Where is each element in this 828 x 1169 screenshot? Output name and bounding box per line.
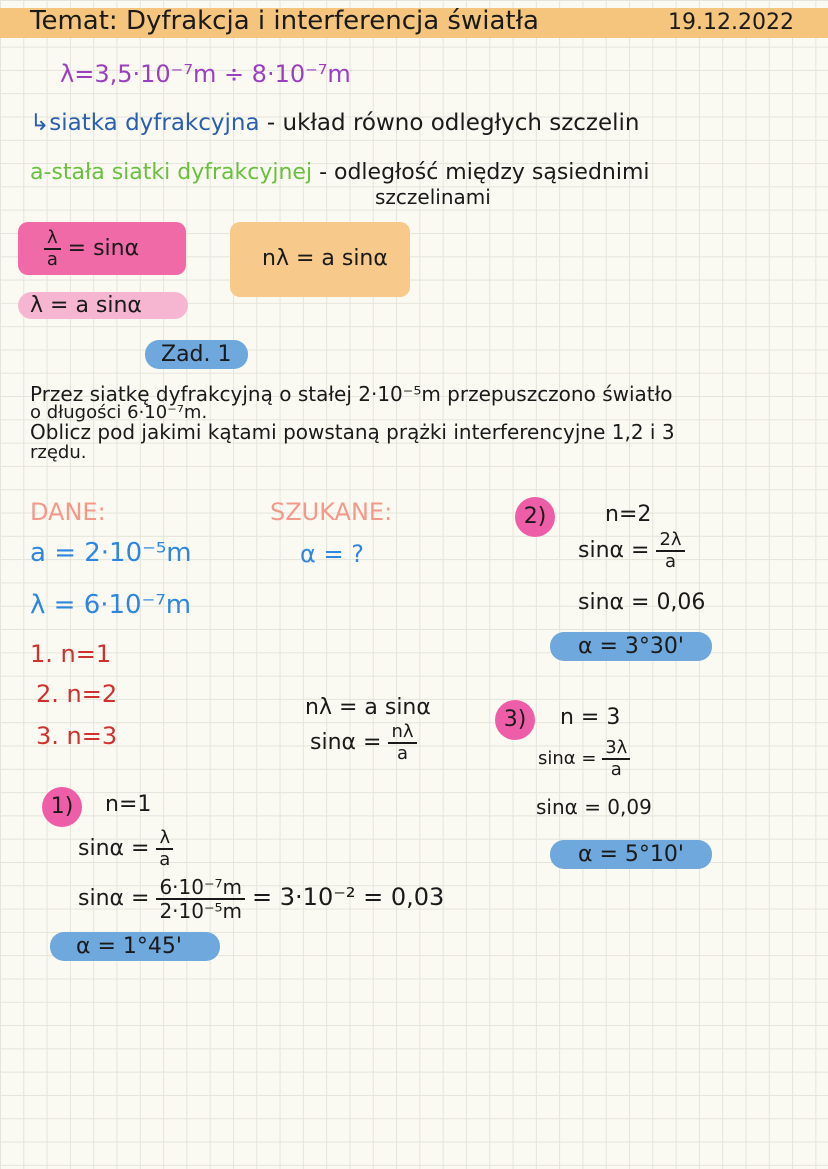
definition-grating	[30, 110, 640, 136]
page-title: Temat: Dyfrakcja i interferencja światła	[30, 6, 539, 36]
term: a-stała siatki dyfrakcyjnej	[30, 160, 313, 185]
given-a: a = 2·10⁻⁵m	[30, 538, 192, 568]
formula-1: $\frac{\lambda}{a}$ = sinα	[44, 228, 139, 270]
sought-label: SZUKANE:	[270, 498, 393, 526]
definition-constant	[30, 160, 650, 185]
given-label: DANE:	[30, 498, 106, 526]
formula-3: nλ = a sinα	[262, 246, 388, 271]
case-1-n: n=1	[105, 792, 152, 817]
given-lambda: λ = 6·10⁻⁷m	[30, 590, 192, 620]
order: 3. n=3	[36, 722, 118, 750]
problem-line: rzędu.	[30, 442, 87, 463]
case-3-marker: 3)	[495, 700, 535, 740]
case-3-sin: sinα = $\frac{3\lambda}{a}$	[538, 738, 630, 780]
date: 19.12.2022	[668, 10, 794, 35]
case-2-sin: sinα = $\frac{2\lambda}{a}$	[578, 530, 685, 572]
desc: - odległość między sąsiednimi	[319, 160, 650, 185]
case-2-result: α = 3°30'	[550, 632, 712, 661]
case-1-marker: 1)	[42, 787, 82, 827]
general-sin: sinα = $\frac{n\lambda}{a}$	[310, 722, 417, 764]
problem-line: o długości 6·10⁻⁷m.	[30, 402, 208, 423]
problem-line: Przez siatkę dyfrakcyjną o stałej 2·10⁻⁵m przepuszczono światło	[30, 382, 673, 406]
case-2-marker: 2)	[515, 497, 555, 537]
sought-value: α = ?	[300, 540, 364, 568]
case-1-sin: sinα = $\frac{\lambda}{a}$	[78, 828, 173, 870]
desc: - układ równo odległych szczelin	[266, 110, 640, 136]
order: 2. n=2	[36, 680, 118, 708]
case-3-result: α = 5°10'	[550, 840, 712, 869]
term: ↳siatka dyfrakcyjna	[30, 110, 260, 136]
general-formula: nλ = a sinα	[305, 695, 431, 720]
problem-line: Oblicz pod jakimi kątami powstaną prążki interferencyjne 1,2 i 3	[30, 420, 675, 444]
order: 1. n=1	[30, 640, 112, 668]
wavelength-range: λ=3,5·10⁻⁷m ÷ 8·10⁻⁷m	[60, 60, 351, 88]
formula-2: λ = a sinα	[30, 293, 142, 318]
task-label: Zad. 1	[145, 340, 248, 369]
case-1-result: α = 1°45'	[50, 932, 220, 961]
desc-cont: szczelinami	[375, 185, 491, 209]
case-2-value: sinα = 0,06	[578, 590, 706, 615]
case-3-n: n = 3	[560, 705, 621, 730]
case-2-n: n=2	[605, 502, 652, 527]
case-3-value: sinα = 0,09	[536, 795, 652, 819]
case-1-calc: sinα = $\frac{\text{6·10⁻⁷m}}{\text{2·10⁻⁵m}}$ = 3·10⁻² = 0,03	[78, 875, 445, 923]
